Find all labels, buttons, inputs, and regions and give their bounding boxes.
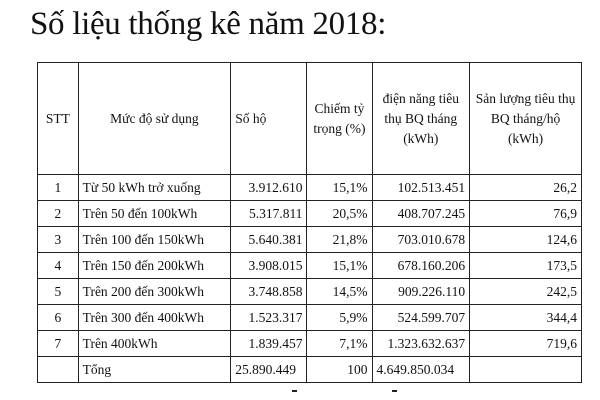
cell-share: 14,5% <box>307 279 372 305</box>
table-row <box>38 201 582 227</box>
cell-share: 20,5% <box>307 201 372 227</box>
diacritic-mark <box>392 390 397 395</box>
table-row <box>38 227 582 253</box>
cell-households: 1.523.317 <box>231 305 307 331</box>
cell-total-power: 4.649.850.034 <box>372 357 470 383</box>
cell-monthly-power: 524.599.707 <box>372 305 470 331</box>
cell-avg-per-household: 76,9 <box>470 201 582 227</box>
cell-stt: 5 <box>38 279 79 305</box>
cell-households: 3.748.858 <box>231 279 307 305</box>
table-row <box>38 175 582 201</box>
cell-monthly-power: 1.323.632.637 <box>372 331 470 357</box>
cell-households: 3.912.610 <box>231 175 307 201</box>
cell-share: 5,9% <box>307 305 372 331</box>
page-title: Số liệu thống kê năm 2018: <box>30 6 387 42</box>
cell-stt: 7 <box>38 331 79 357</box>
cell-monthly-power: 678.160.206 <box>372 253 470 279</box>
table-row <box>38 331 582 357</box>
cell-monthly-power: 102.513.451 <box>372 175 470 201</box>
cell-avg-per-household: 242,5 <box>470 279 582 305</box>
cell-stt: 3 <box>38 227 79 253</box>
cell-usage-level: Trên 150 đến 200kWh <box>78 253 231 279</box>
cell-total-label: Tổng <box>78 357 231 383</box>
cell-monthly-power: 909.226.110 <box>372 279 470 305</box>
cell-stt <box>38 357 79 383</box>
cell-monthly-power: 408.707.245 <box>372 201 470 227</box>
cell-stt: 1 <box>38 175 79 201</box>
cell-usage-level: Trên 100 đến 150kWh <box>78 227 231 253</box>
cell-stt: 4 <box>38 253 79 279</box>
cell-usage-level: Trên 300 đến 400kWh <box>78 305 231 331</box>
cell-stt: 6 <box>38 305 79 331</box>
cell-usage-level: Trên 200 đến 300kWh <box>78 279 231 305</box>
cell-households: 5.640.381 <box>231 227 307 253</box>
statistics-table <box>37 62 582 383</box>
header-stt: STT <box>38 63 79 175</box>
cell-avg-per-household: 719,6 <box>470 331 582 357</box>
cell-households: 3.908.015 <box>231 253 307 279</box>
header-monthly-power: điện năng tiêu thụ BQ tháng (kWh) <box>372 63 470 175</box>
table-header-row <box>38 63 582 175</box>
header-households: Số hộ <box>231 63 307 175</box>
header-usage-level: Mức độ sử dụng <box>78 63 231 175</box>
table-row <box>38 279 582 305</box>
cell-usage-level: Từ 50 kWh trở xuống <box>78 175 231 201</box>
cell-share: 15,1% <box>307 253 372 279</box>
table-row <box>38 253 582 279</box>
diacritic-mark <box>292 390 297 395</box>
cell-usage-level: Trên 50 đến 100kWh <box>78 201 231 227</box>
cell-share: 21,8% <box>307 227 372 253</box>
cropped-text-fragment <box>272 386 462 400</box>
cell-total-households: 25.890.449 <box>231 357 307 383</box>
header-avg-per-household: Sản lượng tiêu thụ BQ tháng/hộ (kWh) <box>470 63 582 175</box>
cell-stt: 2 <box>38 201 79 227</box>
cell-share: 15,1% <box>307 175 372 201</box>
cell-avg-per-household: 26,2 <box>470 175 582 201</box>
cell-usage-level: Trên 400kWh <box>78 331 231 357</box>
cell-avg-per-household: 173,5 <box>470 253 582 279</box>
cell-share: 7,1% <box>307 331 372 357</box>
header-share: Chiếm tỷ trọng (%) <box>307 63 372 175</box>
cell-total-share: 100 <box>307 357 372 383</box>
table-row <box>38 305 582 331</box>
cell-total-avg <box>470 357 582 383</box>
cell-households: 5.317.811 <box>231 201 307 227</box>
cell-avg-per-household: 124,6 <box>470 227 582 253</box>
cell-households: 1.839.457 <box>231 331 307 357</box>
cell-monthly-power: 703.010.678 <box>372 227 470 253</box>
table-total-row <box>38 357 582 383</box>
cell-avg-per-household: 344,4 <box>470 305 582 331</box>
